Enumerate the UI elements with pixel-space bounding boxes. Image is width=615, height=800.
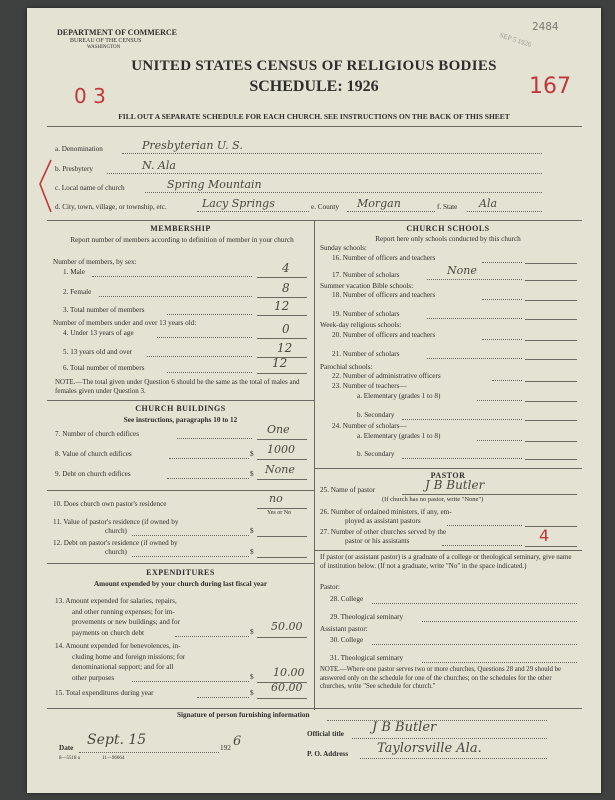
stamp-number: 2484 bbox=[532, 20, 559, 33]
expenditures-heading: EXPENDITURES bbox=[146, 568, 215, 577]
q13-value: 50.00 bbox=[271, 620, 303, 633]
presbytery-line bbox=[107, 173, 542, 174]
city-label-field: d. City, town, village, or township, etc. bbox=[55, 203, 167, 211]
q15-value: 60.00 bbox=[271, 681, 303, 694]
graduate-note: If pastor (or assistant pastor) is a graduate of a college or theological seminary, give name of institution below. (If not a graduate, write "No" in the space indicated.) bbox=[320, 553, 572, 570]
q15-line bbox=[257, 698, 307, 699]
q13-line-2: and other running expenses; for im- bbox=[72, 607, 175, 616]
denomination-label: a. Denomination bbox=[55, 145, 103, 153]
q10-residence-label: 10. Does church own pastor's residence bbox=[53, 500, 167, 508]
schools-intro: Report here only schools conducted by this church bbox=[375, 235, 521, 243]
sunday-schools-label: Sunday schools: bbox=[320, 244, 367, 252]
q18-label: 18. Number of officers and teachers bbox=[332, 291, 436, 299]
official-title-label: Official title bbox=[307, 730, 344, 738]
members-by-age-label: Number of members under and over 13 years old: bbox=[53, 319, 197, 327]
footer-rule bbox=[47, 708, 582, 709]
q8-dollar: $ bbox=[250, 450, 254, 458]
date-value: Sept. 15 bbox=[87, 732, 147, 748]
q26-dots bbox=[447, 525, 522, 526]
expenditures-sub: Amount expended by your church during last fiscal year bbox=[93, 580, 268, 588]
q20-label: 20. Number of officers and teachers bbox=[332, 331, 436, 339]
q3-total-label: 3. Total number of members bbox=[63, 306, 145, 314]
q25-label: 25. Name of pastor bbox=[320, 486, 376, 494]
q13-line-1: 13. Amount expended for salaries, repairs, bbox=[55, 597, 177, 605]
q24b-label: b. Secondary bbox=[357, 450, 395, 458]
q9-debt-value: None bbox=[265, 463, 295, 476]
q3-dots bbox=[167, 314, 252, 315]
q16-dots bbox=[482, 262, 522, 263]
q27-line bbox=[525, 546, 577, 547]
q28-label: 28. College bbox=[330, 595, 364, 603]
state-value: Ala bbox=[479, 197, 498, 210]
year-prefix: 192 bbox=[220, 744, 231, 752]
q6-line bbox=[257, 373, 307, 374]
city-label: WASHINGTON bbox=[87, 45, 121, 50]
q15-label: 15. Total expenditures during year bbox=[55, 689, 154, 697]
local-church-name-label: c. Local name of church bbox=[55, 184, 125, 192]
q6-total-value: 12 bbox=[272, 356, 288, 370]
department-label: DEPARTMENT OF COMMERCE bbox=[57, 28, 178, 37]
q26-label: 26. Number of ordained ministers, if any, em- bbox=[320, 508, 452, 516]
schedule-year: SCHEDULE: 1926 bbox=[249, 78, 379, 95]
pastor-sub-label: Pastor: bbox=[320, 583, 340, 591]
date-line bbox=[79, 752, 219, 753]
q11-line bbox=[257, 536, 307, 537]
q23a-label: a. Elementary (grades 1 to 8) bbox=[357, 392, 441, 400]
q3-total-value: 12 bbox=[274, 299, 290, 313]
q12-dollar: $ bbox=[250, 548, 254, 556]
q5-13-over-label: 5. 13 years old and over bbox=[63, 348, 133, 356]
q8-dots bbox=[169, 458, 249, 459]
red-code-right: 167 bbox=[529, 74, 571, 99]
expenditures-rule bbox=[47, 563, 314, 564]
po-address-line bbox=[360, 758, 547, 759]
q2-dots bbox=[99, 296, 252, 297]
q7-edifices-label: 7. Number of church edifices bbox=[55, 430, 140, 438]
date-label: Date bbox=[59, 744, 74, 752]
q2-female-value: 8 bbox=[282, 281, 290, 295]
buildings-sub: See instructions, paragraphs 10 to 12 bbox=[123, 416, 238, 424]
q14-line-3: denominational support; and for all bbox=[72, 663, 174, 671]
q7-dots bbox=[177, 438, 252, 439]
q4-dots bbox=[157, 337, 252, 338]
parochial-schools-label: Parochial schools: bbox=[320, 363, 373, 371]
year-value: 6 bbox=[233, 734, 242, 749]
q14-line-1: 14. Amount expended for benevolences, in- bbox=[55, 642, 181, 650]
q14-line-4: other purposes bbox=[72, 673, 115, 682]
weekday-schools-label: Week-day religious schools: bbox=[320, 321, 402, 329]
q24b-line bbox=[525, 459, 577, 460]
county-value: Morgan bbox=[357, 197, 401, 210]
q23b-dots bbox=[402, 419, 522, 420]
q9-debt-label: 9. Debt on church edifices bbox=[55, 470, 131, 478]
official-title-value: J B Butler bbox=[372, 720, 437, 735]
membership-intro: Report number of members according to definition of member in your church bbox=[70, 236, 294, 244]
q27-value: 4 bbox=[539, 526, 550, 545]
q28-line bbox=[372, 603, 577, 604]
header-divider bbox=[47, 126, 582, 127]
q9-dollar: $ bbox=[250, 470, 254, 478]
q15-dollar: $ bbox=[250, 689, 254, 697]
q1-line bbox=[257, 277, 307, 278]
po-address-value: Taylorsville Ala. bbox=[377, 741, 482, 756]
q10-line bbox=[257, 508, 307, 509]
q18-dots bbox=[482, 299, 522, 300]
q17-label: 17. Number of scholars bbox=[332, 271, 400, 279]
asst-pastor-label: Assistant pastor: bbox=[320, 625, 368, 633]
local-church-name-value: Spring Mountain bbox=[167, 178, 262, 191]
q9-line bbox=[257, 479, 307, 480]
q29-label: 29. Theological seminary bbox=[330, 613, 404, 621]
q21-line bbox=[525, 359, 577, 360]
q13-dots bbox=[175, 636, 249, 637]
q24a-label: a. Elementary (grades 1 to 8) bbox=[357, 432, 441, 440]
q25-hint: (If church has no pastor, write "None") bbox=[382, 496, 484, 503]
pastor-rule bbox=[314, 468, 582, 469]
form-number: 8—5518 a bbox=[59, 756, 80, 761]
q11-label: 11. Value of pastor's residence (if owned by bbox=[53, 518, 179, 526]
q1-dots bbox=[92, 276, 252, 277]
q29-line bbox=[422, 621, 577, 622]
pastor-note: NOTE.—Where one pastor serves two or more churches, Questions 28 and 29 should be answered only on the schedule for one of the churches; on the schedules for the other churches, write "See schedule for church." bbox=[320, 666, 562, 690]
q12-dots bbox=[132, 556, 249, 557]
presbytery-label: b. Presbytery bbox=[55, 165, 93, 173]
q13-line-3: provements or new buildings; and for bbox=[72, 618, 180, 626]
q1-male-label: 1. Male bbox=[63, 268, 85, 276]
denomination-value: Presbyterian U. S. bbox=[142, 139, 243, 152]
q26-label-cont: ployed as assistant pastors bbox=[345, 517, 421, 525]
buildings-heading: CHURCH BUILDINGS bbox=[135, 404, 226, 413]
q31-label: 31. Theological seminary bbox=[330, 654, 404, 662]
q25-line bbox=[402, 494, 577, 495]
q10-hint: Yes or No bbox=[267, 510, 292, 516]
census-schedule-sheet bbox=[27, 8, 601, 793]
bureau-label: BUREAU OF THE CENSUS bbox=[70, 38, 142, 44]
q24a-dots bbox=[477, 440, 522, 441]
q10-residence-value: no bbox=[269, 492, 283, 505]
q25-pastor-name: J B Butler bbox=[425, 478, 485, 492]
q30-label: 30. College bbox=[330, 636, 364, 644]
q14-line-2: cluding home and foreign missions; for bbox=[72, 652, 186, 661]
q17-line bbox=[525, 280, 577, 281]
q20-dots bbox=[482, 339, 522, 340]
q18-line bbox=[525, 300, 577, 301]
q11-label-cont: church) bbox=[105, 527, 127, 535]
q22-line bbox=[525, 381, 577, 382]
q30-line bbox=[372, 644, 577, 645]
q2-female-label: 2. Female bbox=[63, 288, 92, 296]
q24b-dots bbox=[402, 458, 522, 459]
q4-under13-value: 0 bbox=[282, 322, 290, 336]
membership-note: NOTE.—The total given under Question 6 should be the same as the total of males and females given under Question 3. bbox=[55, 378, 300, 395]
q27-dots bbox=[442, 545, 522, 546]
q26-line bbox=[525, 526, 577, 527]
pastor-heading: PASTOR bbox=[430, 471, 466, 480]
q13-label bbox=[55, 596, 180, 638]
q9-dots bbox=[167, 478, 249, 479]
q27-label: 27. Number of other churches served by the bbox=[320, 528, 447, 536]
county-line bbox=[347, 211, 435, 212]
city-value: Lacy Springs bbox=[202, 197, 275, 210]
q13-dollar: $ bbox=[250, 628, 254, 636]
q1-male-value: 4 bbox=[282, 261, 290, 275]
q22-dots bbox=[492, 380, 522, 381]
separate-schedule-instruction: FILL OUT A SEPARATE SCHEDULE FOR EACH CHURCH. SEE INSTRUCTIONS ON THE BACK OF THIS SHEET bbox=[118, 112, 510, 121]
graduate-rule bbox=[314, 550, 582, 551]
q16-line bbox=[525, 263, 577, 264]
q13-line-4: payments on church debt bbox=[72, 628, 145, 637]
q14-dollar: $ bbox=[250, 673, 254, 681]
q23a-dots bbox=[477, 400, 522, 401]
q23a-line bbox=[525, 401, 577, 402]
q7-line bbox=[257, 439, 307, 440]
q22-label: 22. Number of administrative officers bbox=[332, 372, 441, 380]
membership-heading: MEMBERSHIP bbox=[150, 224, 211, 233]
q15-dots bbox=[197, 697, 249, 698]
q7-edifices-value: One bbox=[267, 423, 290, 436]
q31-line bbox=[422, 662, 577, 663]
denomination-line bbox=[122, 153, 542, 154]
q19-line bbox=[525, 319, 577, 320]
q4-line bbox=[257, 338, 307, 339]
state-label: f. State bbox=[437, 203, 458, 211]
q12-label-cont: church) bbox=[105, 548, 127, 556]
q19-dots bbox=[427, 318, 522, 319]
received-date-stamp: SEP 5 1926 bbox=[498, 31, 533, 49]
q5-dots bbox=[147, 356, 252, 357]
state-line bbox=[467, 211, 542, 212]
q21-dots bbox=[427, 358, 522, 359]
q17-value: None bbox=[447, 264, 477, 277]
q19-label: 19. Number of scholars bbox=[332, 310, 400, 318]
q3-line bbox=[257, 315, 307, 316]
official-title-line bbox=[352, 738, 547, 739]
county-label: e. County bbox=[311, 203, 339, 211]
schools-heading: CHURCH SCHOOLS bbox=[406, 224, 490, 233]
print-number: 11—96664 bbox=[102, 756, 125, 761]
q14-dots bbox=[132, 681, 249, 682]
q2-line bbox=[257, 297, 307, 298]
presbytery-value: N. Ala bbox=[142, 159, 176, 172]
q24a-line bbox=[525, 441, 577, 442]
q23b-label: b. Secondary bbox=[357, 411, 395, 419]
q6-dots bbox=[167, 372, 252, 373]
q27-label-cont: pastor or his assistants bbox=[345, 537, 410, 545]
buildings-rule bbox=[47, 400, 314, 401]
red-bracket-mark bbox=[35, 156, 57, 216]
q16-label: 16. Number of officers and teachers bbox=[332, 254, 436, 262]
city-line bbox=[197, 211, 309, 212]
form-title: UNITED STATES CENSUS OF RELIGIOUS BODIES bbox=[131, 58, 497, 74]
q24-label: 24. Number of scholars— bbox=[332, 422, 407, 430]
q11-dollar: $ bbox=[250, 527, 254, 535]
q12-label: 12. Debt on pastor's residence (if owned by bbox=[53, 539, 178, 547]
q13-line bbox=[257, 637, 307, 638]
q17-dots bbox=[427, 279, 522, 280]
q8-value-label: 8. Value of church edifices bbox=[55, 450, 132, 458]
signature-label: Signature of person furnishing information bbox=[177, 711, 310, 719]
q20-line bbox=[525, 340, 577, 341]
q8-line bbox=[257, 459, 307, 460]
members-by-sex-label: Number of members, by sex: bbox=[53, 258, 137, 266]
q23-label: 23. Number of teachers— bbox=[332, 382, 407, 390]
q14-value: 10.00 bbox=[273, 666, 305, 679]
q6-total-label: 6. Total number of members bbox=[63, 364, 145, 372]
signature-line bbox=[327, 720, 547, 721]
residence-rule bbox=[47, 490, 314, 491]
column-divider bbox=[314, 220, 315, 710]
red-code-left: 0 3 bbox=[74, 84, 106, 108]
q4-under13-label: 4. Under 13 years of age bbox=[63, 329, 134, 337]
q11-dots bbox=[132, 535, 249, 536]
q8-value: 1000 bbox=[267, 443, 295, 456]
q21-label: 21. Number of scholars bbox=[332, 350, 400, 358]
local-church-name-line bbox=[145, 192, 542, 193]
po-address-label: P. O. Address bbox=[307, 750, 349, 758]
summer-schools-label: Summer vacation Bible schools: bbox=[320, 282, 414, 290]
q14-label bbox=[55, 641, 185, 683]
q12-line bbox=[257, 557, 307, 558]
q5-13-over-value: 12 bbox=[277, 341, 293, 355]
q23b-line bbox=[525, 420, 577, 421]
